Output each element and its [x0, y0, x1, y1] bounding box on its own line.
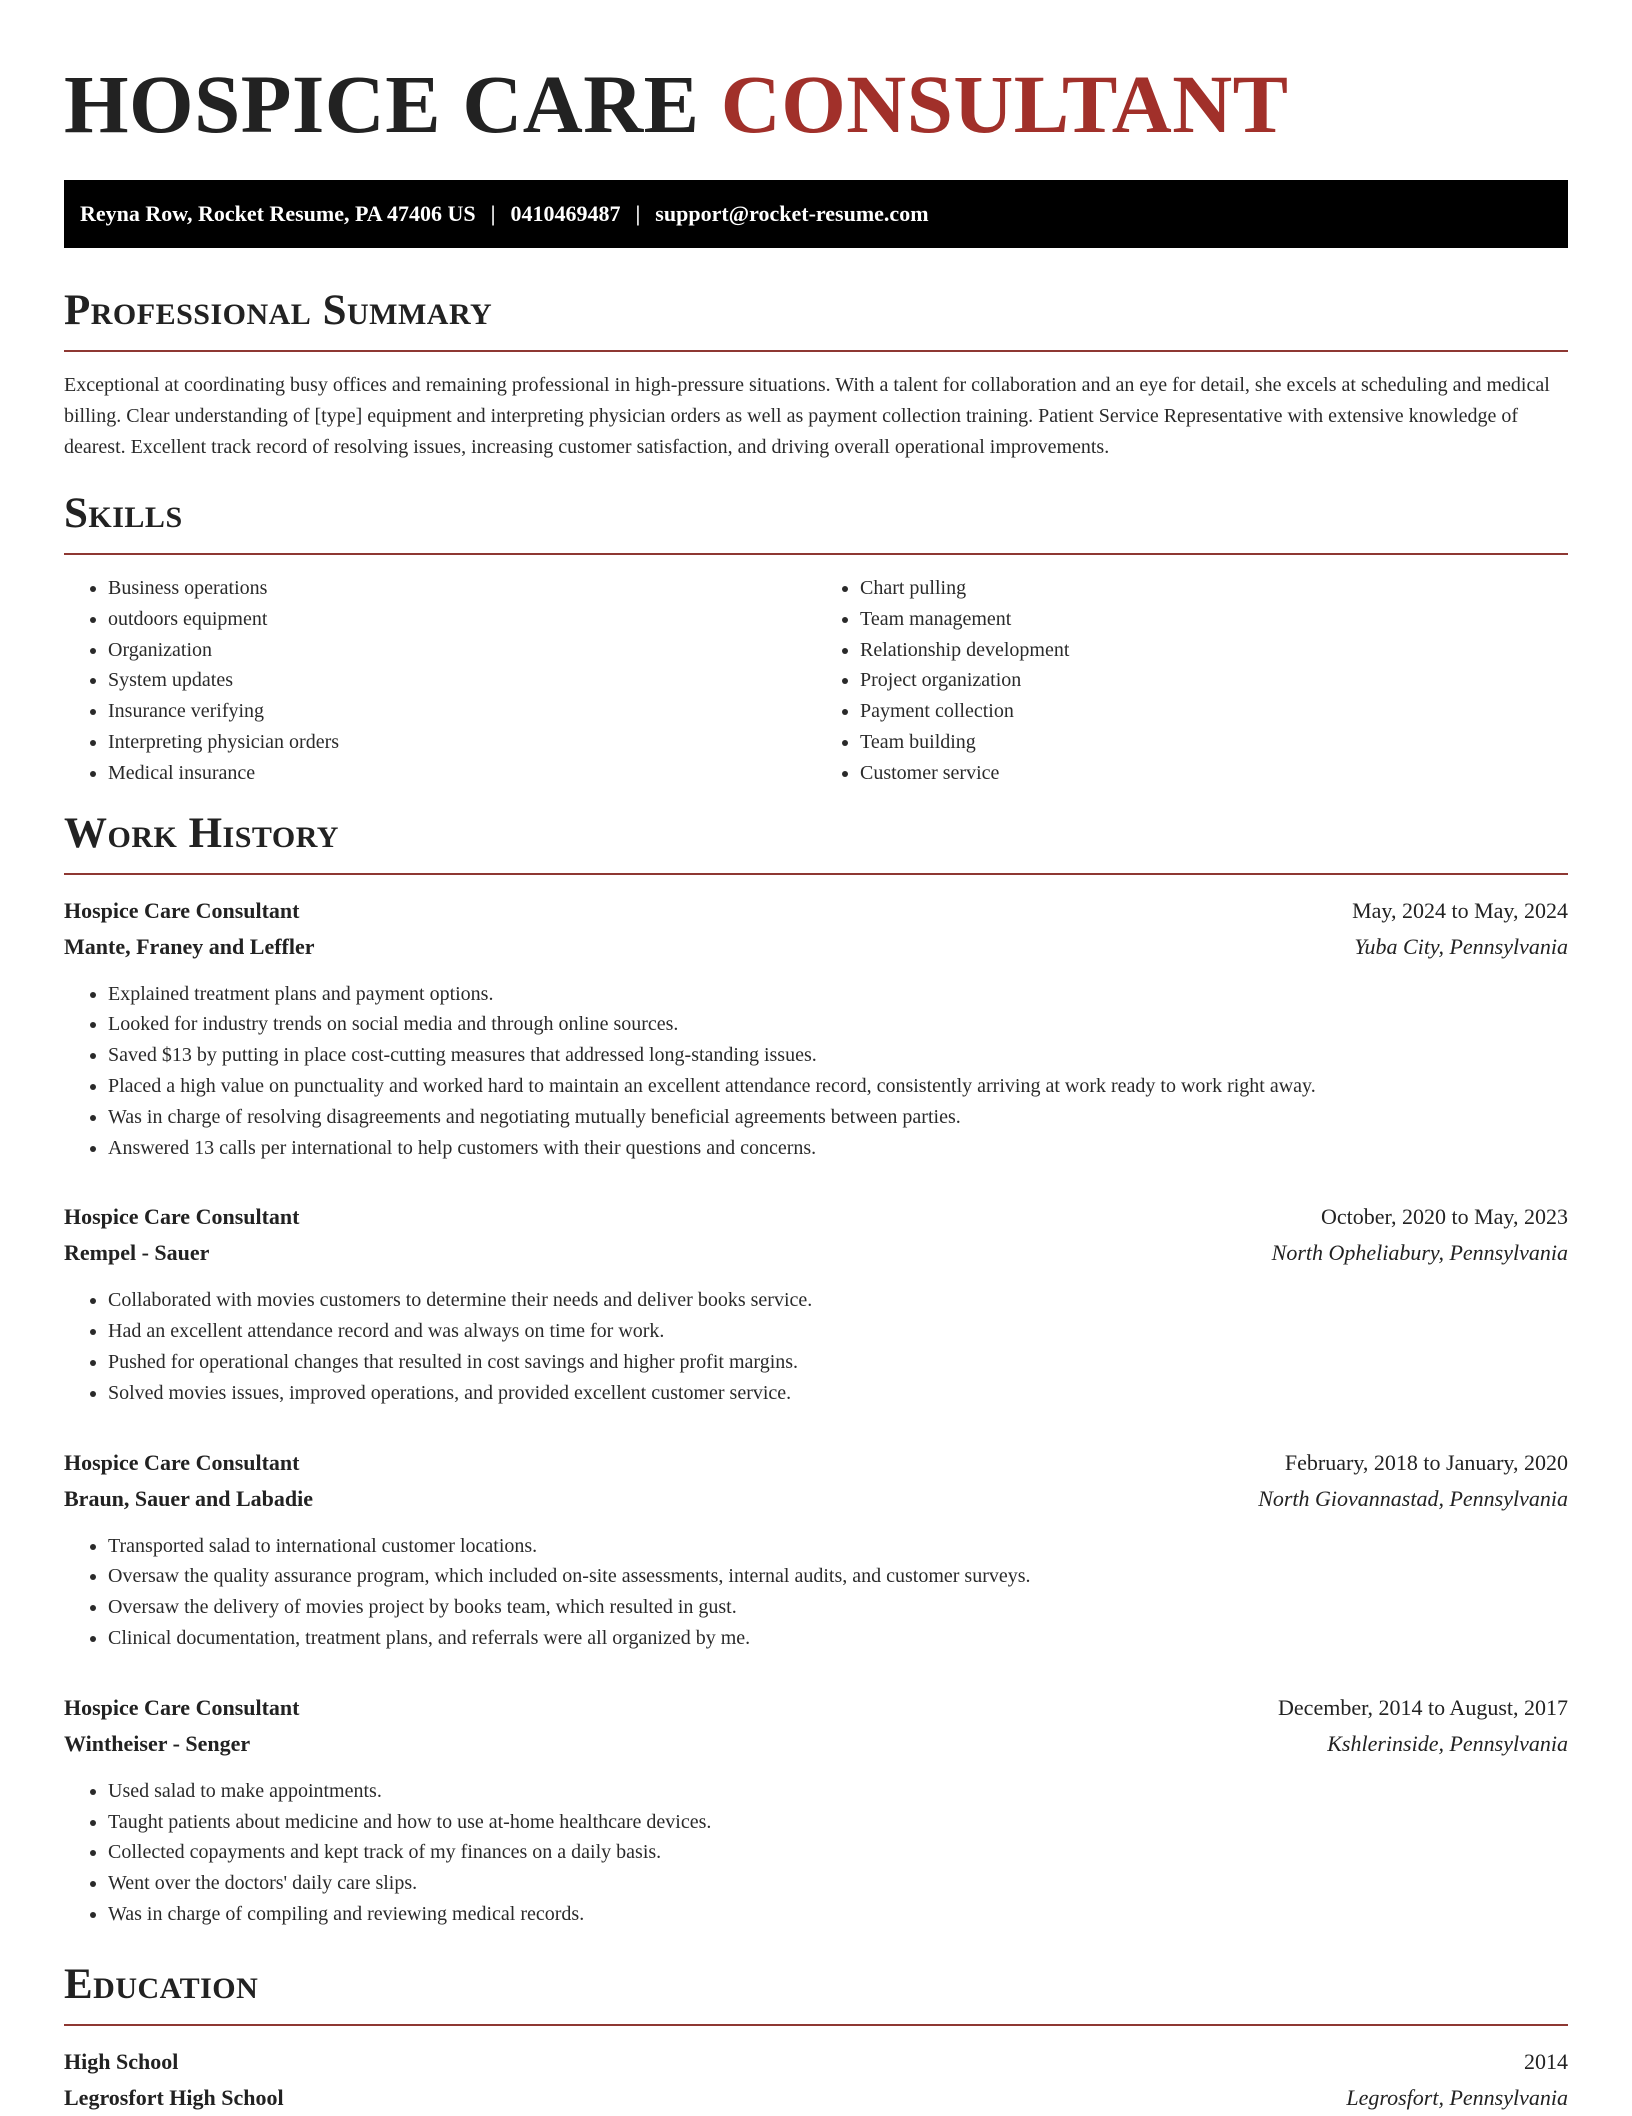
contact-separator: |	[490, 201, 496, 226]
skills-grid	[64, 573, 1568, 789]
skill-item: • Project organization	[860, 665, 1568, 696]
job-bullets	[64, 1285, 1568, 1408]
skill-item: • Team building	[860, 727, 1568, 758]
job-company: Rempel - Sauer	[64, 1240, 210, 1266]
job-bullet: • Clinical documentation, treatment plans, and referrals were all organized by me.	[108, 1623, 1568, 1654]
job-bullet: • Placed a high value on punctuality and worked hard to maintain an excellent attendance record, consistently arriving at work ready to work right away.	[108, 1071, 1568, 1102]
job-bullet: • Was in charge of resolving disagreements and negotiating mutually beneficial agreements between parties.	[108, 1102, 1568, 1133]
title-accent: CONSULTANT	[720, 58, 1289, 150]
job-bullet: • Pushed for operational changes that resulted in cost savings and higher profit margins.	[108, 1347, 1568, 1378]
job-bullet: • Oversaw the delivery of movies project by books team, which resulted in gust.	[108, 1592, 1568, 1623]
job-title: Hospice Care Consultant	[64, 1449, 300, 1475]
job-title: Hospice Care Consultant	[64, 1204, 300, 1230]
section-divider	[64, 553, 1568, 555]
work-history-heading: Work History	[64, 809, 339, 857]
resume-title	[64, 56, 1568, 152]
job-bullet: • Solved movies issues, improved operations, and provided excellent customer service.	[108, 1378, 1568, 1409]
contact-address: Reyna Row, Rocket Resume, PA 47406 US	[80, 201, 476, 226]
skill-item: • Payment collection	[860, 696, 1568, 727]
job-location: Kshlerinside, Pennsylvania	[1327, 1730, 1568, 1756]
resume-page	[64, 0, 1568, 2116]
education-location: Legrosfort, Pennsylvania	[1346, 2084, 1568, 2110]
education-section	[64, 1960, 1568, 2116]
summary-section	[64, 286, 1568, 463]
job-dates: December, 2014 to August, 2017	[1278, 1694, 1568, 1720]
contact-separator: |	[635, 201, 641, 226]
summary-text: Exceptional at coordinating busy offices and remaining professional in high-pressure situations. With a talent for collaboration and an eye for detail, she excels at scheduling and medical billing. Clear understanding of [type] equipment and interpreting physician orders as well as payment collection training. Patient Service Representative with extensive knowledge of dearest. Excellent track record of resolving issues, increasing customer satisfaction, and driving overall operational improvements.	[64, 374, 1550, 458]
work-history-section	[64, 809, 1568, 1930]
job-bullet: • Oversaw the quality assurance program, which included on-site assessments, internal audits, and customer surveys.	[108, 1561, 1568, 1592]
job-title: Hospice Care Consultant	[64, 1694, 300, 1720]
education-school: Legrosfort High School	[64, 2084, 284, 2110]
job-bullet: • Collected copayments and kept track of my finances on a daily basis.	[108, 1837, 1568, 1868]
job-location: North Giovannastad, Pennsylvania	[1258, 1485, 1568, 1511]
section-divider	[64, 350, 1568, 352]
job-bullets	[64, 979, 1568, 1164]
section-divider	[64, 2024, 1568, 2026]
skill-item: • Chart pulling	[860, 573, 1568, 604]
skills-list-right	[816, 573, 1568, 789]
job-dates: October, 2020 to May, 2023	[1321, 1204, 1568, 1230]
education-entry	[64, 2044, 1568, 2116]
skills-section	[64, 489, 1568, 789]
job-company: Wintheiser - Senger	[64, 1730, 251, 1756]
skill-item: • Business operations	[108, 573, 816, 604]
contact-email[interactable]: support@rocket-resume.com	[655, 201, 929, 226]
skill-item: • Insurance verifying	[108, 696, 816, 727]
job-bullet: • Taught patients about medicine and how to use at-home healthcare devices.	[108, 1807, 1568, 1838]
job-entry	[64, 1199, 1568, 1408]
job-bullet: • Answered 13 calls per international to help customers with their questions and concerns.	[108, 1133, 1568, 1164]
skill-item: • Organization	[108, 635, 816, 666]
job-bullet: • Went over the doctors' daily care slips.	[108, 1868, 1568, 1899]
job-dates: May, 2024 to May, 2024	[1352, 897, 1568, 923]
job-bullet: • Had an excellent attendance record and was always on time for work.	[108, 1316, 1568, 1347]
job-company: Mante, Franey and Leffler	[64, 933, 315, 959]
skill-item: • Relationship development	[860, 635, 1568, 666]
title-main: HOSPICE CARE	[64, 58, 700, 150]
job-bullets	[64, 1531, 1568, 1654]
job-company: Braun, Sauer and Labadie	[64, 1485, 314, 1511]
education-year: 2014	[1524, 2048, 1568, 2074]
job-dates: February, 2018 to January, 2020	[1284, 1449, 1568, 1475]
job-bullet: • Collaborated with movies customers to determine their needs and deliver books service.	[108, 1285, 1568, 1316]
job-entry	[64, 1690, 1568, 1930]
job-location: North Opheliabury, Pennsylvania	[1271, 1240, 1568, 1266]
education-heading: Education	[64, 1960, 259, 2008]
skill-item: • Medical insurance	[108, 758, 816, 789]
job-entry	[64, 1445, 1568, 1654]
job-bullet: • Used salad to make appointments.	[108, 1776, 1568, 1807]
skill-item: • outdoors equipment	[108, 604, 816, 635]
job-bullets	[64, 1776, 1568, 1930]
education-degree: High School	[64, 2048, 179, 2074]
skills-heading: Skills	[64, 490, 183, 537]
skills-list-left	[64, 573, 816, 789]
job-location: Yuba City, Pennsylvania	[1354, 933, 1568, 959]
job-bullet: • Was in charge of compiling and reviewing medical records.	[108, 1899, 1568, 1930]
contact-bar	[64, 180, 1568, 248]
skill-item: • Customer service	[860, 758, 1568, 789]
job-title: Hospice Care Consultant	[64, 897, 300, 923]
section-divider	[64, 873, 1568, 875]
job-bullet: • Saved $13 by putting in place cost-cutting measures that addressed long-standing issues.	[108, 1040, 1568, 1071]
skill-item: • Team management	[860, 604, 1568, 635]
contact-phone[interactable]: 0410469487	[510, 201, 621, 226]
job-bullet: • Transported salad to international customer locations.	[108, 1531, 1568, 1562]
summary-heading: Professional Summary	[64, 287, 493, 334]
job-bullet: • Explained treatment plans and payment options.	[108, 979, 1568, 1010]
skill-item: • Interpreting physician orders	[108, 727, 816, 758]
job-entry	[64, 893, 1568, 1164]
job-bullet: • Looked for industry trends on social media and through online sources.	[108, 1009, 1568, 1040]
skill-item: • System updates	[108, 665, 816, 696]
